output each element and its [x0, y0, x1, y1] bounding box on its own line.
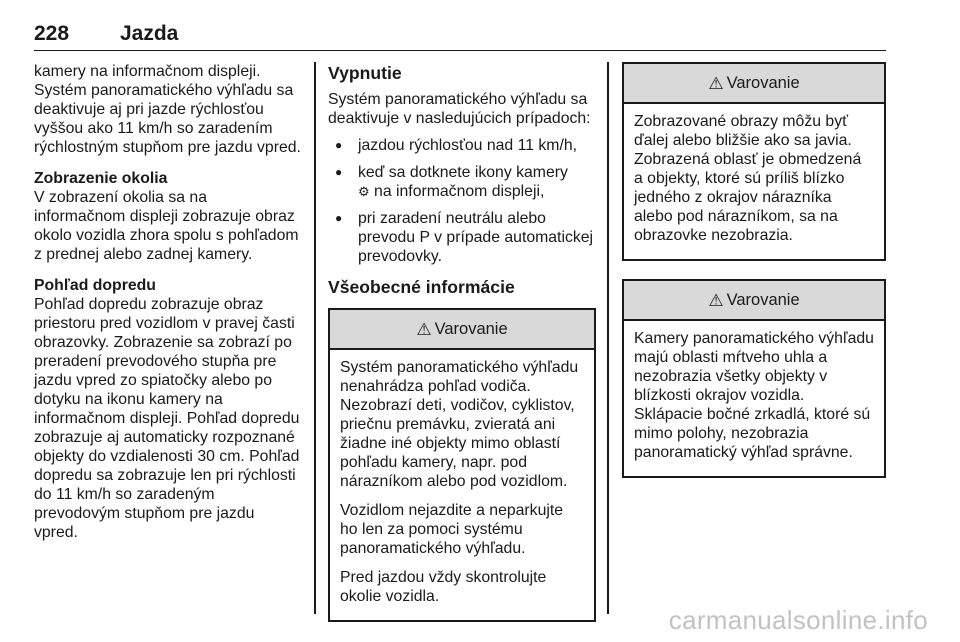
- heading-vypnutie: Vypnutie: [328, 63, 402, 83]
- paragraph-vypnutie: Systém panoramatického výhľadu sa deaktivuje v nasledujúcich prípadoch:: [328, 91, 591, 127]
- warning-triangle-icon: ⚠: [416, 319, 432, 339]
- warning-body: Kamery panoramatického výhľadu majú oblasti mŕtveho uhla a nezobrazia všetky objekty v blízkosti okrajov vozidla. Sklápacie bočné zrkadlá, ktoré sú mimo polohy, nezobrazia panoramatický výhľad správne.: [634, 330, 874, 461]
- warning-header: ⚠ Varovanie: [624, 64, 884, 104]
- warning-body: Systém panoramatického výhľadu nenahrádza pohľad vodiča. Nezobrazí deti, vodičov, cyklistov, priečnu premávku, zvieratá ani žiadne iné objekty mimo oblastí pohľadu kamery, napr. pod nárazníkom alebo pod vozidlom. Vozidlom nejazdite a neparkujte ho len za pomoci systému panoramatického výhľadu. Pred jazdou vždy skontrolujte okolie vozidla.: [340, 359, 579, 605]
- warning-body: Zobrazované obrazy môžu byť ďalej alebo bližšie ako sa javia. Zobrazená oblasť je obmedzená a objekty, ktoré sú príliš blízko jedného z okrajov nárazníka alebo pod nárazníkom, sa na obrazovke nezobrazia.: [634, 113, 862, 244]
- paragraph-intro: kamery na informačnom displeji. Systém panoramatického výhľadu sa deaktivuje aj pri jazde rýchlosťou vyššou ako 11 km/h so zaradením rýchlostným stupňom pre jazdu vpred.: [34, 63, 301, 156]
- warning-triangle-icon: ⚠: [708, 73, 724, 93]
- heading-vseobecne: Všeobecné informácie: [328, 277, 515, 297]
- page-number: 228: [34, 22, 70, 45]
- column-divider-2: [607, 62, 609, 614]
- camera-icon: ⚙: [358, 184, 370, 199]
- list-item: ● keď sa dotknete ikony kamery ⚙ na informačnom displeji,: [328, 163, 596, 201]
- warning-box: [328, 308, 596, 622]
- column-3: [622, 62, 886, 496]
- watermark: carmanualsonline.info: [668, 605, 928, 635]
- paragraph-okolie: V zobrazení okolia sa na informačnom displeji zobrazuje obraz okolo vozidla zhora spolu s pohľadom z prednej alebo zadnej kamery.: [34, 189, 299, 263]
- paragraph-dopredu: Pohľad dopredu zobrazuje obraz priestoru pred vozidlom v pravej časti obrazovky. Zobrazenie sa zobrazí po preradení prevodového stupňa pre jazdu vpred zo spiatočky alebo po dotyku na ikonu kamery na informačnom displeji. Pohľad dopredu zobrazuje aj automaticky rozpoznané objekty do vzdialenosti 30 cm. Pohľad dopredu sa zobrazuje len pri rýchlosti do 11 km/h so zaradeným prevodovým stupňom pre jazdu vpred.: [34, 296, 300, 541]
- section-title: Jazda: [120, 22, 179, 45]
- list-item: ● pri zaradení neutrálu alebo prevodu P v prípade automatickej prevodovky.: [328, 209, 596, 266]
- list-item: ● jazdou rýchlosťou nad 11 km/h,: [328, 136, 596, 155]
- page-header: [34, 22, 886, 51]
- column-divider-1: [314, 62, 316, 614]
- heading-dopredu: Pohľad dopredu: [34, 277, 156, 294]
- deactivation-list: [328, 136, 596, 266]
- warning-box: [622, 62, 886, 261]
- warning-triangle-icon: ⚠: [708, 290, 724, 310]
- warning-header: ⚠ Varovanie: [624, 281, 884, 321]
- column-2: [328, 62, 596, 640]
- column-1: [34, 62, 302, 554]
- warning-header: ⚠ Varovanie: [330, 310, 594, 350]
- warning-box: [622, 279, 886, 478]
- heading-okolie: Zobrazenie okolia: [34, 170, 168, 187]
